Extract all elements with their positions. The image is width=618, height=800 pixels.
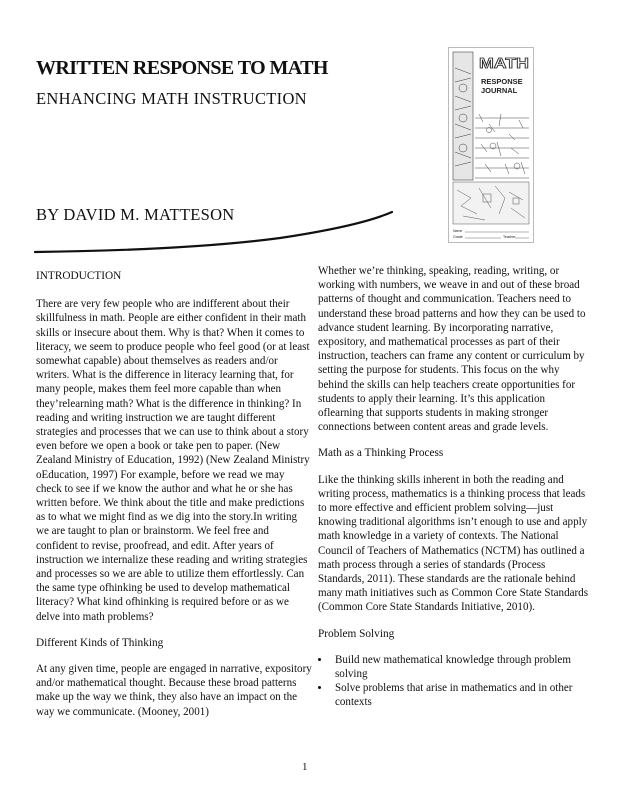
cover-teacher-label: Teacher xyxy=(503,235,516,239)
problem-solving-list xyxy=(318,653,588,710)
problem-solving-heading: Problem Solving xyxy=(318,627,395,640)
journal-cover-image xyxy=(448,47,534,243)
cover-line-response: RESPONSE xyxy=(481,77,523,86)
list-item: • Solve problems that arise in mathematics and in other contexts xyxy=(331,681,588,709)
author-byline: BY DAVID M. MATTESON xyxy=(36,205,235,224)
cover-brand: MATH xyxy=(479,55,529,72)
cover-grade-label: Grade xyxy=(453,235,463,239)
cover-name-label: Name xyxy=(453,229,463,233)
different-kinds-paragraph: At any given time, people are engaged in narrative, expository and/or mathematical thought. Because these broad patterns make up the way we think, they also have an impact on the way we communicate. (Mooney, 2001) xyxy=(36,663,312,718)
page-number: 1 xyxy=(302,761,308,773)
thinking-process-paragraph: Like the thinking skills inherent in both the reading and writing process, mathematics is a thinking process that leads to more effective and efficient problem solving—just knowing traditional algorithms isn’t enough to use and apply math knowledge in a variety of contexts. The National Council of Teachers of Mathematics (NCTM) has outlined a math process through a series of standards (Process Standards, 2011). These standards are the rationale behind many math initiatives such as Common Core State Standards (Common Core State Standards Initiative, 2010). xyxy=(318,473,588,614)
list-item: • Build new mathematical knowledge through problem solving xyxy=(331,653,588,681)
document-title: WRITTEN RESPONSE TO MATH xyxy=(36,57,328,79)
different-kinds-heading: Different Kinds of Thinking xyxy=(36,636,164,649)
introduction-heading: INTRODUCTION xyxy=(36,270,122,282)
decorative-swoosh xyxy=(30,200,400,260)
cover-line-journal: JOURNAL xyxy=(481,86,518,95)
left-column xyxy=(36,264,312,731)
thinking-process-heading: Math as a Thinking Process xyxy=(318,447,444,460)
document-subtitle: ENHANCING MATH INSTRUCTION xyxy=(36,89,307,108)
right-column xyxy=(318,264,588,710)
introduction-paragraph: There are very few people who are indifferent about their skillfulness in math. People are either confident in their math skills or insecure about them. Why is that? When it comes to literacy, we seem to produce people who feel good (or at least somewhat capable) about themselves as readers and/or writers. What is the difference in literacy learning that, for many people, makes them feel more capable than when they’relearning math? What is the difference in thinking? In reading and writing instruction we are taught different strategies and processes that we can use to think about a story even before we open a book or take pen to paper. (New Zealand Ministry of Education, 1992) (New Zealand Ministry oEducation, 1997) For example, before we read we may check to see if we know the author and what he or she has written before. We think about the title and make predictions as to what we might find as we dig into the story.In writing we are taught to plan or brainstorm. We feel free and confident to revise, proofread, and edit. After years of instruction we internalize these reading and writing strategies and processes so we are able to utilize them effortlessly. Can the same type ofhinking be used to develop mathematical literacy? What kind ofhinking is required before or as we delve into math problems? xyxy=(36,298,310,623)
continued-paragraph: Whether we’re thinking, speaking, reading, writing, or working with numbers, we weave in and out of these broad patterns of thought and communication. Teachers need to understand these broad patterns and how they can be used to advance student learning. By incorporating narrative, expository, and mathematical processes as part of their instruction, teachers can frame any content or curriculum by setting the purpose for students. This focus on the why behind the skills can help teachers create opportunities for students to apply their learning. It’s this application oflearning that supports students in making stronger connections between content areas and grade levels. xyxy=(318,265,586,434)
